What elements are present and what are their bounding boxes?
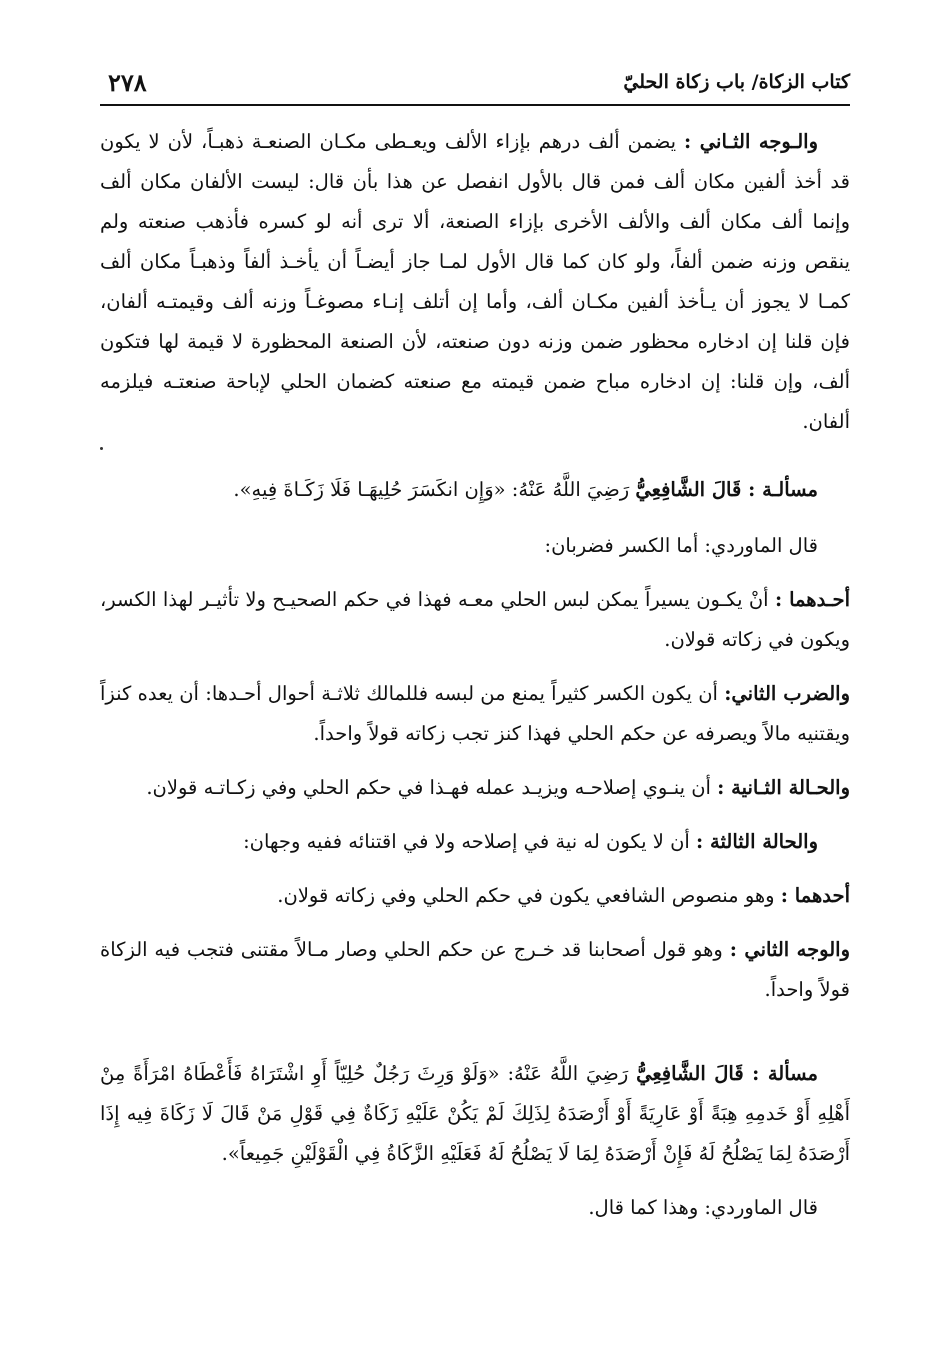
paragraph-lead: أحدهما :: [780, 884, 850, 907]
book-page: [100, 50, 850, 1340]
paragraph-text: أن ينـوي إصلاحـه ويزيـد عمله فهـذا في حكم الحلي وفي زكـاتـه قولان.: [146, 776, 718, 799]
paragraph-text: أن يكون الكسر كثيراً يمنع من لبسه فللمالك ثلاثـة أحوال أحـدها: أن يعده كنزاً ويقتنيه مالاً ويصرفه عن حكم الحلي فهذا كنز تجب زكاته قولاً واحداً.: [100, 682, 850, 745]
paragraph-mawardi-1: [100, 526, 850, 566]
paragraph-text: وهو قول أصحابنا قد خـرج عن حكم الحلي وصار مـالاً مقتنى فتجب فيه الزكاة قولاً واحداً.: [100, 938, 850, 1001]
paragraph-text: يضمن ألف درهم بإزاء الألف ويعـطى مكـان الصنعـة ذهبـاً، لأن لا يكون قد أخذ ألفين مكان ألف فمن قال بالأول انفصل عن هذا بأن قال: ليست الألفان مكان ألف وإنما ألف مكان ألف والألف الأخرى بإزاء الصنعة، ألا ترى أنه لو كسره فأذهب صنعته ولم ينقص وزنه ضمن ألفاً، ولو كان كما قال الأول لمـا جاز أيضـاً أن يأخـذ ألفاً وذهبـاً مكان ألف كمـا لا يجوز أن يـأخذ ألفين مكـان ألف، وأما إن أتلف إنـاء مصوغـاً وزنه ألف وقيمتـه ألفان، فإن قلنا إن ادخاره محظور ضمن وزنه دون صنعته، لأن الصنعة المحظورة لا قيمة لها فتكون ألف، وإن قلنا: إن ادخاره مباح ضمن قيمته مع صنعته كضمان الحلي لإباحة صنعتـه فيلزمه ألفان.: [100, 130, 850, 433]
paragraph-text: وهو منصوص الشافعي يكون في حكم الحلي وفي زكاته قولان.: [277, 884, 781, 907]
running-title: كتاب الزكاة/ باب زكاة الحليّ: [623, 71, 850, 93]
masala-quote: رَضِيَ اللَّهُ عَنْهُ: «وَلَوْ وَرِثَ رَجُلٌ حُلِيّاً أَوِ اشْتَرَاهُ فَأَعْطَاهُ امْرَأَةً مِنْ أَهْلِهِ أَوْ خَدمِهِ هِبَةً أَوْ عَارِيَةً أَوْ أَرْصَدَهُ لِذَلِكَ لَمْ يَكُنْ عَلَيْهِ زَكَاةٌ فِي قَوْلِ مَنْ قَالَ لَا زَكَاةَ فِيه إِذَا أَرْصَدَهُ لِمَا يَصْلُحُ لَهُ فَإِنْ أَرْصَدَهُ لِمَا لَا يَصْلُحُ لَهُ فَعَلَيْهِ الزَّكَاةُ فِي الْقَوْلَيْنِ جَمِيعاً».: [100, 1062, 850, 1165]
paragraph-text: قال الماوردي: أما الكسر فضربان:: [544, 534, 818, 557]
paragraph-wajh-thani: [100, 122, 850, 442]
paragraph-wajh-thani-2: [100, 930, 850, 1010]
page-body: [100, 122, 850, 1228]
paragraph-darb-thani: [100, 674, 850, 754]
print-speck: [100, 447, 103, 450]
masala-heading-2: [100, 1054, 850, 1174]
masala-speaker: قَالَ الشَّافِعِيُّ: [635, 478, 749, 501]
paragraph-hala-thalitha: [100, 822, 850, 862]
paragraph-lead: والوجه الثاني :: [729, 938, 850, 961]
section-gap: [100, 1024, 850, 1054]
paragraph-lead: والضرب الثاني:: [724, 682, 850, 705]
masala-speaker: قَالَ الشَّافِعِيُّ: [636, 1062, 753, 1085]
masala-label: مسألـة :: [748, 478, 818, 501]
paragraph-text: أنْ يكـون يسيراً يمكن لبس الحلي معـه فهذا في حكم الصحيـح ولا تأثيـر لهذا الكسر، ويكون في زكاته قولان.: [100, 588, 850, 651]
paragraph-ahaduhuma-1: [100, 580, 850, 660]
paragraph-text: قال الماوردي: وهذا كما قال.: [588, 1196, 818, 1219]
paragraph-lead: والحـالة الثـانية :: [717, 776, 850, 799]
masala-quote: رَضِيَ اللَّهُ عَنْهُ: «وَإِن انكَسَرَ حُلِيهَـا فَلَا زَكَـاةَ فِيهِ».: [233, 478, 636, 501]
masala-heading-1: [100, 470, 850, 510]
paragraph-lead: أحـدهما :: [774, 588, 851, 611]
paragraph-mawardi-2: [100, 1188, 850, 1228]
page-header: [100, 62, 850, 106]
masala-label: مسألة :: [752, 1062, 818, 1085]
paragraph-text: أن لا يكون له نية في إصلاحه ولا في اقتنائه ففيه وجهان:: [243, 830, 697, 853]
page-number: ٢٧٨: [108, 67, 147, 97]
paragraph-lead: والحالة الثالثة :: [696, 830, 818, 853]
paragraph-hala-thaniya: [100, 768, 850, 808]
paragraph-lead: والـوجه الثـاني :: [684, 130, 818, 153]
paragraph-ahaduhuma-2: [100, 876, 850, 916]
